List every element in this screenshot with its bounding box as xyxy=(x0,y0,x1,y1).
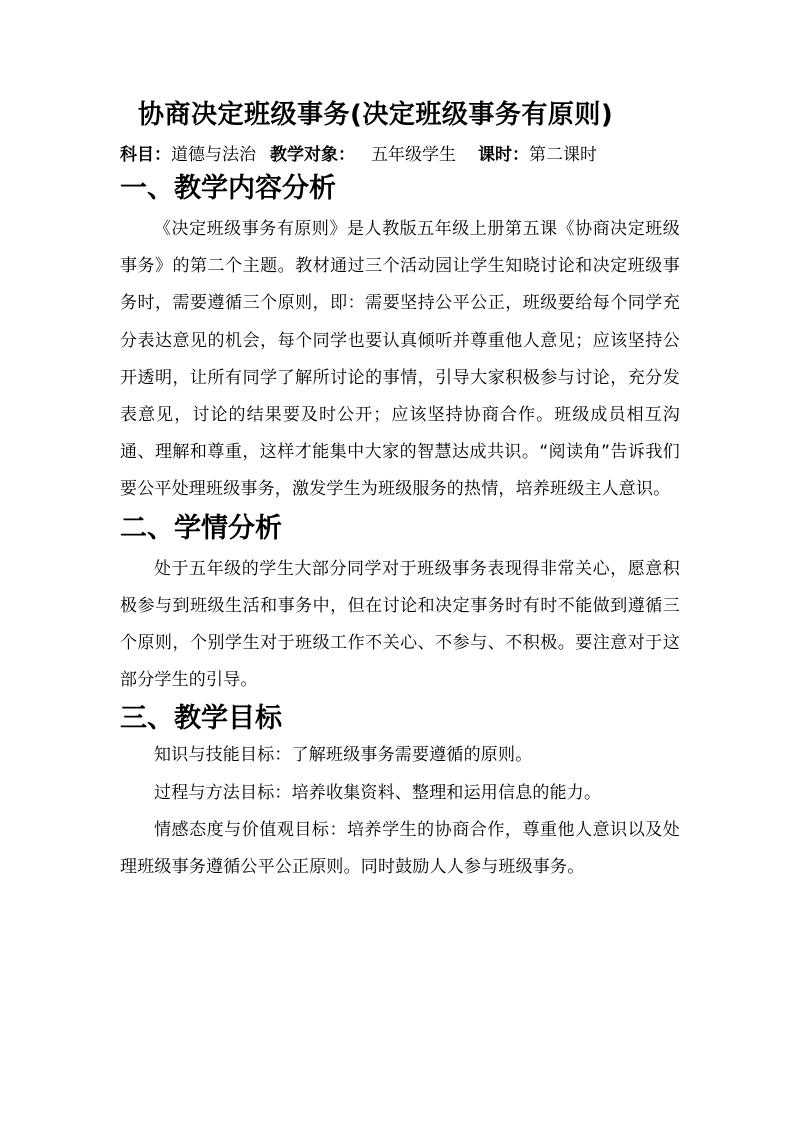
learner-analysis-paragraph: 处于五年级的学生大部分同学对于班级事务表现得非常关心，愿意积极参与到班级生活和事务中，但在讨论和决定事务时有时不能做到遵循三个原则，个别学生对于班级工作不关心、不参与、不积极。要注意对于这部分学生的引导。 xyxy=(120,558,680,691)
subject-label: 科目： xyxy=(120,145,171,165)
period-label: 课时： xyxy=(478,145,529,165)
section-heading-teaching-objectives: 三、教学目标 xyxy=(120,703,282,735)
audience-label: 教学对象： xyxy=(270,145,355,165)
document-title: 协商决定班级事务(决定班级事务有原则) xyxy=(138,100,614,130)
section-heading-content-analysis: 一、教学内容分析 xyxy=(120,173,336,204)
objective-emotion-values: 情感态度与价值观目标：培养学生的协商合作，尊重他人意识以及处理班级事务遵循公平公正原则。同时鼓励人人参与班级事务。 xyxy=(120,819,680,878)
objective-knowledge-skills: 知识与技能目标：了解班级事务需要遵循的原则。 xyxy=(154,745,533,766)
objective-process-methods: 过程与方法目标：培养收集资料、整理和运用信息的能力。 xyxy=(154,782,602,803)
section-heading-learner-analysis: 二、学情分析 xyxy=(120,512,282,544)
lesson-meta xyxy=(120,141,680,169)
period-value: 第二课时 xyxy=(529,145,597,165)
subject-value: 道德与法治 xyxy=(171,145,256,165)
content-analysis-paragraph: 《决定班级事务有原则》是人教版五年级上册第五课《协商决定班级事务》的第二个主题。教材通过三个活动园让学生知晓讨论和决定班级事务时，需要遵循三个原则，即：需要坚持公平公正，班级要给每个同学充分表达意见的机会，每个同学也要认真倾听并尊重他人意见；应该坚持公开透明，让所有同学了解所讨论的事情，引导大家积极参与讨论，充分发表意见，讨论的结果要及时公开；应该坚持协商合作。班级成员相互沟通、理解和尊重，这样才能集中大家的智慧达成共识。“阅读角”告诉我们要公平处理班级事务，激发学生为班级服务的热情，培养班级主人意识。 xyxy=(120,219,680,500)
document-page xyxy=(120,95,680,886)
audience-value: 五年级学生 xyxy=(371,145,456,165)
